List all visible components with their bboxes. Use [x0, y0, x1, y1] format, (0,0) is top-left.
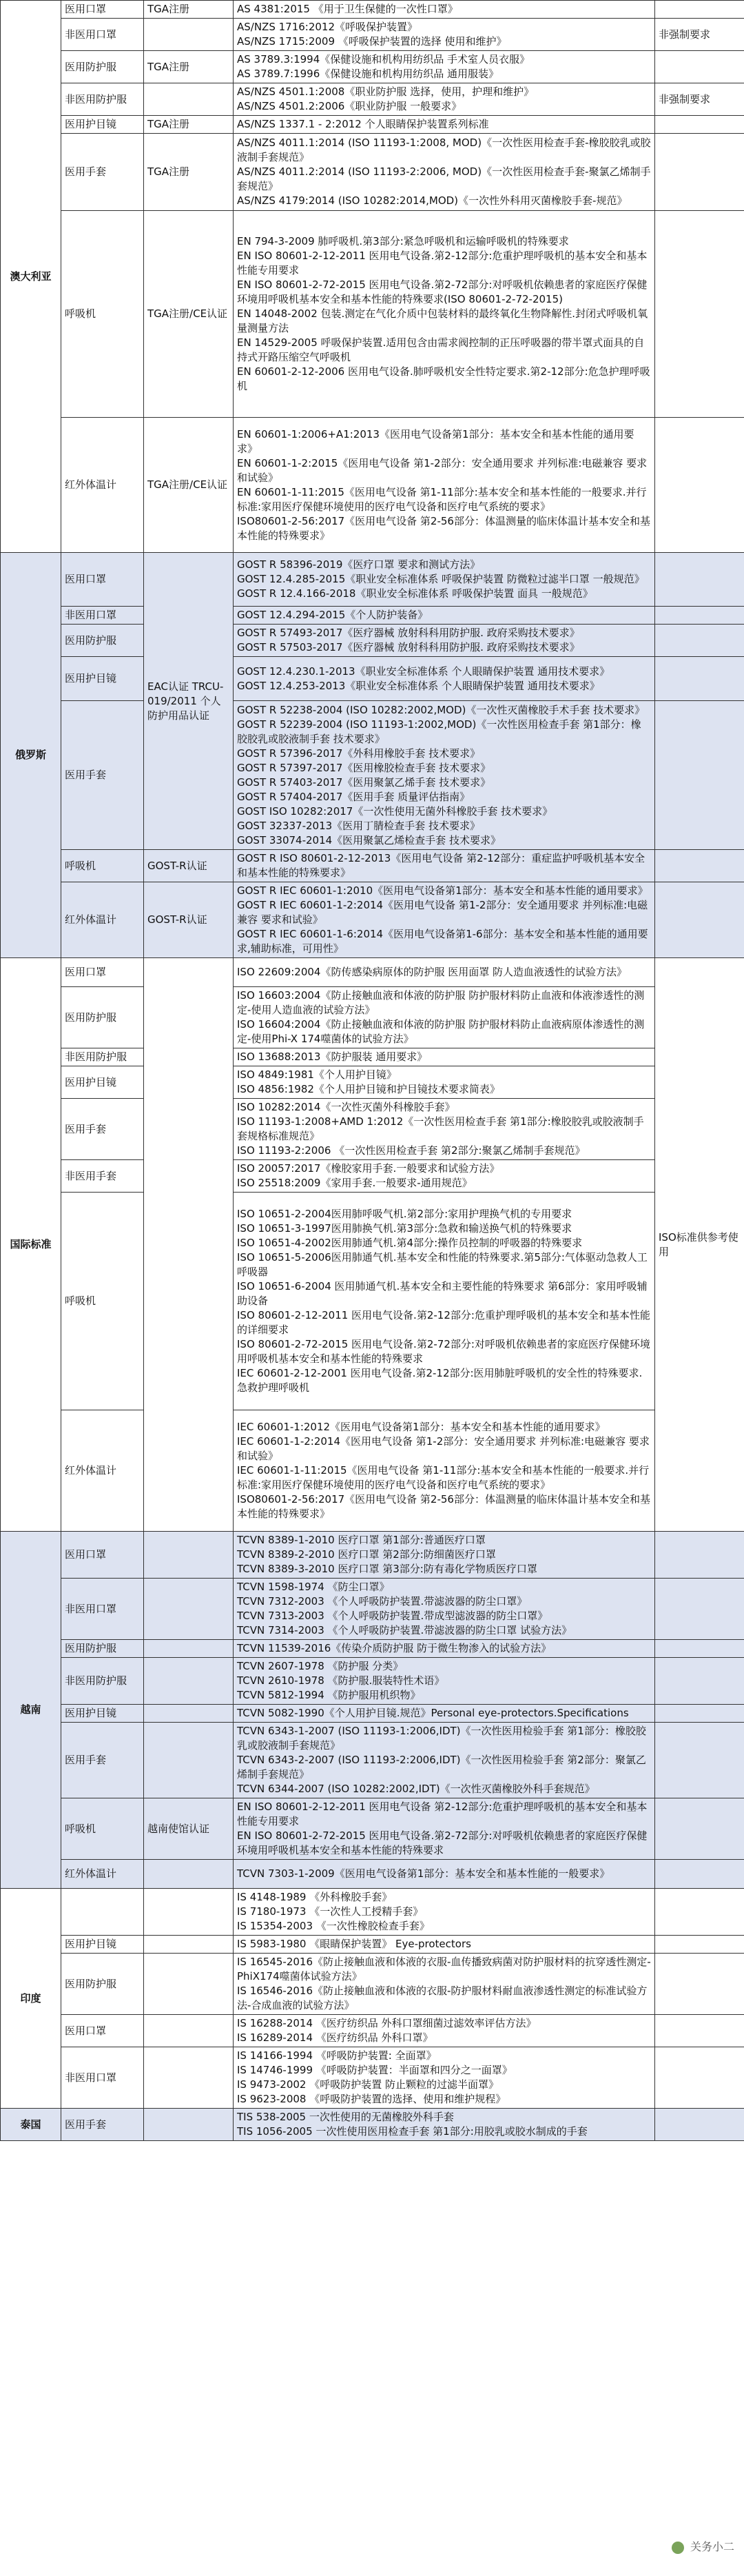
standards-cell: ISO 16603:2004《防止接触血液和体液的防护服 防护服材料防止血液和体液渗透性的测定-使用人造血液的试验方法》 ISO 16604:2004《防止接触血液和体液的防护服 防护服材料防止血液病原体渗透性的测定-使用Phi-X 174噬菌体的试验方法》 [234, 987, 655, 1048]
watermark-text: 关务小二 [690, 2540, 734, 2553]
table-row [1, 134, 744, 211]
table-row [1, 1532, 744, 1579]
note-cell [655, 553, 744, 607]
standards-cell: AS/NZS 4011.1:2014 (ISO 11193-1:2008, MOD)《一次性医用检查手套-橡胶胶乳或胶液制手套规范》 AS/NZS 4011.2:2014 (ISO 11193-2:2006, MOD)《一次性医用检查手套-聚氯乙烯制手套规范》 AS/NZS 4179:2014 (ISO 10282:2014,MOD)《一次性外科用灭菌橡胶手套-规范》 [234, 134, 655, 211]
certification-cell: TGA注册 [144, 116, 234, 134]
note-cell [655, 1723, 744, 1798]
standards-cell: ISO 20057:2017《橡胶家用手套.一般要求和试验方法》 ISO 25518:2009《家用手套.一般要求-通用规范》 [234, 1160, 655, 1193]
table-row [1, 1160, 744, 1193]
standards-cell: TCVN 5082-1990《个人用护目镜.规范》Personal eye-protectors.Specifications [234, 1705, 655, 1723]
product-cell: 医用手套 [61, 701, 144, 850]
product-cell: 医用护目镜 [61, 657, 144, 701]
certification-cell [144, 1658, 234, 1705]
certification-cell: EAC认证 TRCU-019/2011 个人防护用品认证 [144, 553, 234, 850]
standards-cell: ISO 10651-2-2004医用肺呼吸气机.第2部分:家用护理换气机的专用要求 ISO 10651-3-1997医用肺换气机.第3部分:急救和输送换气机的特殊要求 ISO 10651-4-2002医用肺通气机.第4部分:操作员控制的呼吸器的特殊要求 ISO 10651-5-2006医用肺通气机.基本安全和性能的特殊要求.第5部分:气体驱动急救人工呼吸器 ISO 10651-6-2004 医用肺通气机.基本安全和主要性能的特殊要求 第6部分：家用呼吸辅助设备 ISO 80601-2-12-2011 医用电气设备.第2-12部分:危重护理呼吸机的基本安全和基本性能的详细要求 ISO 80601-2-72-2015 医用电气设备.第2-72部分:对呼吸机依赖患者的家庭医疗保健环境用呼吸机基本安全和基本性能的特殊要求 IEC 60601-2-12-2001 医用电气设备.第2-12部分:医用肺脏呼吸机的安全性的特殊要求.急救护理呼吸机 [234, 1193, 655, 1410]
note-cell [655, 701, 744, 850]
product-cell: 医用口罩 [61, 1, 144, 19]
certification-cell [144, 1889, 234, 1936]
product-cell: 呼吸机 [61, 850, 144, 882]
product-cell: 非医用口罩 [61, 1579, 144, 1640]
certification-cell: TGA注册/CE认证 [144, 211, 234, 418]
product-cell: 医用口罩 [61, 553, 144, 607]
standards-cell: IS 16288-2014 《医疗纺织品 外科口罩细菌过滤效率评估方法》 IS 16289-2014 《医疗纺织品 外科口罩》 [234, 2015, 655, 2047]
note-cell: ISO标准供参考使用 [655, 958, 744, 1532]
product-cell: 医用口罩 [61, 958, 144, 987]
note-cell: 非强制要求 [655, 83, 744, 116]
product-cell: 医用手套 [61, 1099, 144, 1160]
note-cell [655, 51, 744, 83]
product-cell: 医用护目镜 [61, 1066, 144, 1099]
certification-cell [144, 1936, 234, 1954]
table-row [1, 1889, 744, 1936]
standards-cell: IS 14166-1994 《呼吸防护装置: 全面罩》 IS 14746-1999 《呼吸防护装置：半面罩和四分之一面罩》 IS 9473-2002 《呼吸防护装置 防止颗粒的过滤半面罩》 IS 9623-2008 《呼吸防护装置的选择、使用和维护规程》 [234, 2047, 655, 2109]
note-cell [655, 2047, 744, 2109]
table-row [1, 625, 744, 657]
standards-cell: IS 4148-1989 《外科橡胶手套》 IS 7180-1973 《一次性人工授精手套》 IS 15354-2003 《一次性橡胶检查手套》 [234, 1889, 655, 1936]
standards-cell: TCVN 1598-1974 《防尘口罩》 TCVN 7312-2003 《个人呼吸防护装置.带滤波器的防尘口罩》 TCVN 7313-2003 《个人呼吸防护装置.带成型滤波器的防尘口罩》 TCVN 7314-2003 《个人呼吸防护装置.带滤波器的防尘口罩 试验方法》 [234, 1579, 655, 1640]
product-cell: 非医用防护服 [61, 1048, 144, 1066]
note-cell [655, 625, 744, 657]
note-cell [655, 211, 744, 418]
standards-cell: IS 16545-2016《防止接触血液和体液的衣服-血传播致病菌对防护服材料的抗穿透性测定-PhiX174噬菌体试验方法》 IS 16546-2016《防止接触血液和体液的衣服-防护服材料耐血液渗透性测定的标准试验方法-合成血液的试验方法》 [234, 1954, 655, 2015]
standards-cell: ISO 10282:2014《一次性灭菌外科橡胶手套》 ISO 11193-1:2008+AMD 1:2012《一次性医用检查手套 第1部分:橡胶胶乳或胶液制手套规格标准规范》 ISO 11193-2:2006 《一次性医用检查手套 第2部分:聚氯乙烯制手套规范》 [234, 1099, 655, 1160]
certification-cell: TGA注册 [144, 1, 234, 19]
standards-cell: GOST R 58396-2019《医疗口罩 要求和测试方法》 GOST 12.4.285-2015《职业安全标准体系 呼吸保护装置 防微粒过滤半口罩 一般规范》 GOST R 12.4.166-2018《职业安全标准体系 呼吸保护装置 面具 一般规范》 [234, 553, 655, 607]
table-row [1, 116, 744, 134]
standards-cell: GOST R 57493-2017《医疗器械 放射科科用防护服. 政府采购技术要求》 GOST R 57503-2017《医疗器械 放射科科用防护服. 政府采购技术要求》 [234, 625, 655, 657]
product-cell [61, 1889, 144, 1936]
standards-cell: IS 5983-1980 《眼睛保护装置》 Eye-protectors [234, 1936, 655, 1954]
country-cell: 国际标准 [1, 958, 61, 1532]
table-row [1, 2047, 744, 2109]
standards-cell: TCVN 2607-1978 《防护服 分类》 TCVN 2610-1978 《防护服.服装特性术语》 TCVN 5812-1994 《防护服用机织物》 [234, 1658, 655, 1705]
certification-cell: GOST-R认证 [144, 850, 234, 882]
certification-cell: GOST-R认证 [144, 882, 234, 958]
product-cell: 医用手套 [61, 134, 144, 211]
table-row [1, 1579, 744, 1640]
product-cell: 非医用防护服 [61, 1658, 144, 1705]
table-row [1, 1099, 744, 1160]
standards-cell: AS 3789.3:1994《保健设施和机构用纺织品 手术室人员衣服》 AS 3789.7:1996《保健设施和机构用纺织品 通用服装》 [234, 51, 655, 83]
table-row [1, 19, 744, 51]
table-row [1, 1640, 744, 1658]
note-cell [655, 1, 744, 19]
certification-cell [144, 2047, 234, 2109]
table-row [1, 1066, 744, 1099]
table-row [1, 850, 744, 882]
country-cell: 泰国 [1, 2109, 61, 2141]
standards-cell: TCVN 8389-1-2010 医疗口罩 第1部分:普通医疗口罩 TCVN 8389-2-2010 医疗口罩 第2部分:防细菌医疗口罩 TCVN 8389-3-2010 医疗口罩 第3部分:防有毒化学物质医疗口罩 [234, 1532, 655, 1579]
table-row [1, 882, 744, 958]
standards-cell: EN 794-3-2009 肺呼吸机.第3部分:紧急呼吸机和运输呼吸机的特殊要求 EN ISO 80601-2-12-2011 医用电气设备.第2-12部分:危重护理呼吸机的基本安全和基本性能专用要求 EN ISO 80601-2-72-2015 医用电气设备.第2-72部分:对呼吸机依赖患者的家庭医疗保健环境用呼吸机基本安全和基本性能的特殊要求(ISO 80601-2-72-2015) EN 14048-2002 包装.测定在气化介质中包装材料的最终氧化生物降解性.封闭式呼吸机氧量测量方法 EN 14529-2005 呼吸保护装置.适用包含由需求阀控制的正压呼吸器的带半罩式面具的自持式开路压缩空气呼吸机 EN 60601-2-12-2006 医用电气设备.肺呼吸机安全性特定要求.第2-12部分:危急护理呼吸机 [234, 211, 655, 418]
table-row [1, 51, 744, 83]
note-cell: 非强制要求 [655, 19, 744, 51]
table-row [1, 1798, 744, 1860]
certification-cell [144, 1640, 234, 1658]
standards-cell: GOST R IEC 60601-1:2010《医用电气设备第1部分：基本安全和基本性能的通用要求》 GOST R IEC 60601-1-2:2014《医用电气设备 第1-2部分：安全通用要求 并列标准:电磁兼容 要求和试验》 GOST R IEC 60601-1-6:2014《医用电气设备第1-6部分：基本安全和基本性能的通用要求,辅助标准，可用性》 [234, 882, 655, 958]
table-row [1, 211, 744, 418]
standards-cell: IEC 60601-1:2012《医用电气设备第1部分：基本安全和基本性能的通用要求》 IEC 60601-1-2:2014《医用电气设备 第1-2部分：安全通用要求 并列标准:电磁兼容 要求和试验》 IEC 60601-1-11:2015《医用电气设备 第1-11部分:基本安全和基本性能的一般要求.并行标准:家用医疗保健环境使用的医疗电气设备和医疗电气系统的要求》 ISO80601-2-56:2017《医用电气设备 第2-56部分：体温测量的临床体温计基本安全和基本性能的特殊要求》 [234, 1410, 655, 1532]
note-cell [655, 850, 744, 882]
product-cell: 非医用口罩 [61, 2047, 144, 2109]
table-row [1, 83, 744, 116]
product-cell: 非医用防护服 [61, 83, 144, 116]
certification-cell [144, 2109, 234, 2141]
certification-cell: TGA注册 [144, 51, 234, 83]
note-cell [655, 1936, 744, 1954]
product-cell: 呼吸机 [61, 1193, 144, 1410]
certification-cell [144, 958, 234, 1532]
certification-cell: 越南使馆认证 [144, 1798, 234, 1860]
note-cell [655, 1579, 744, 1640]
table-row [1, 1860, 744, 1889]
note-cell [655, 134, 744, 211]
note-cell [655, 2109, 744, 2141]
standards-cell: GOST 12.4.230.1-2013《职业安全标准体系 个人眼睛保护装置 通用技术要求》 GOST 12.4.253-2013《职业安全标准体系 个人眼睛保护装置 通用技术要求》 [234, 657, 655, 701]
certification-cell [144, 1954, 234, 2015]
product-cell: 医用防护服 [61, 987, 144, 1048]
product-cell: 非医用口罩 [61, 607, 144, 625]
standards-cell: AS/NZS 4501.1:2008《职业防护服 选择，使用，护理和维护》 AS/NZS 4501.2:2006《职业防护服 一般要求》 [234, 83, 655, 116]
product-cell: 医用手套 [61, 1723, 144, 1798]
product-cell: 红外体温计 [61, 882, 144, 958]
product-cell: 红外体温计 [61, 1410, 144, 1532]
note-cell [655, 607, 744, 625]
product-cell: 非医用口罩 [61, 19, 144, 51]
standards-cell: AS/NZS 1716:2012《呼吸保护装置》 AS/NZS 1715:2009 《呼吸保护装置的选择 使用和维护》 [234, 19, 655, 51]
table-row [1, 2109, 744, 2141]
certification-cell [144, 1532, 234, 1579]
table-row [1, 607, 744, 625]
table-row [1, 1705, 744, 1723]
table-row [1, 2015, 744, 2047]
product-cell: 呼吸机 [61, 211, 144, 418]
standards-cell: ISO 4849:1981《个人用护目镜》 ISO 4856:1982《个人用护目镜和护目镜技术要求简表》 [234, 1066, 655, 1099]
note-cell [655, 1798, 744, 1860]
standards-cell: GOST R 52238-2004 (ISO 10282:2002,MOD)《一次性灭菌橡胶手术手套 技术要求》 GOST R 52239-2004 (ISO 11193-1:2002,MOD)《一次性医用检查手套 第1部分：橡胶胶乳或胶液制手套 技术要求》 GOST R 57396-2017《外科用橡胶手套 技术要求》 GOST R 57397-2017《医用橡胶检查手套 技术要求》 GOST R 57403-2017《医用聚氯乙烯手套 技术要求》 GOST R 57404-2017《医用手套 质量评估指南》 GOST ISO 10282:2017《一次性使用无菌外科橡胶手套 技术要求》 GOST 32337-2013《医用丁腈检查手套 技术要求》 GOST 33074-2014《医用聚氯乙烯检查手套 技术要求》 [234, 701, 655, 850]
product-cell: 医用防护服 [61, 625, 144, 657]
product-cell: 非医用手套 [61, 1160, 144, 1193]
certification-cell [144, 1705, 234, 1723]
note-cell [655, 1889, 744, 1936]
product-cell: 红外体温计 [61, 1860, 144, 1889]
standards-cell: AS 4381:2015 《用于卫生保健的一次性口罩》 [234, 1, 655, 19]
note-cell [655, 116, 744, 134]
watermark [668, 2537, 738, 2555]
note-cell [655, 418, 744, 553]
note-cell [655, 1954, 744, 2015]
table-row [1, 958, 744, 987]
standards-cell: GOST 12.4.294-2015《个人防护装备》 [234, 607, 655, 625]
table-row [1, 553, 744, 607]
note-cell [655, 1532, 744, 1579]
standards-cell: EN ISO 80601-2-12-2011 医用电气设备 第2-12部分:危重护理呼吸机的基本安全和基本性能专用要求 EN ISO 80601-2-72-2015 医用电气设备.第2-72部分:对呼吸机依赖患者的家庭医疗保健环境用呼吸机基本安全和基本性能的特殊要求 [234, 1798, 655, 1860]
country-cell: 俄罗斯 [1, 553, 61, 958]
table-row [1, 1048, 744, 1066]
product-cell: 医用防护服 [61, 1640, 144, 1658]
certification-cell [144, 1723, 234, 1798]
standards-cell: TIS 538-2005 一次性使用的无菌橡胶外科手套 TIS 1056-2005 一次性使用医用检查手套 第1部分:用胶乳或胶水制成的手套 [234, 2109, 655, 2141]
table-row [1, 1723, 744, 1798]
table-row [1, 1, 744, 19]
table-row [1, 1410, 744, 1532]
product-cell: 医用口罩 [61, 1532, 144, 1579]
country-cell: 澳大利亚 [1, 1, 61, 553]
table-body [1, 1, 744, 2141]
country-cell: 印度 [1, 1889, 61, 2109]
product-cell: 医用护目镜 [61, 116, 144, 134]
table-row [1, 1954, 744, 2015]
product-cell: 医用防护服 [61, 1954, 144, 2015]
table-row [1, 987, 744, 1048]
product-cell: 医用防护服 [61, 51, 144, 83]
note-cell [655, 1860, 744, 1889]
certification-cell [144, 2015, 234, 2047]
standards-cell: TCVN 11539-2016《传染介质防护服 防于微生物渗入的试验方法》 [234, 1640, 655, 1658]
product-cell: 医用护目镜 [61, 1936, 144, 1954]
product-cell: 红外体温计 [61, 418, 144, 553]
note-cell [655, 2015, 744, 2047]
certification-cell [144, 1860, 234, 1889]
certification-cell: TGA注册 [144, 134, 234, 211]
standards-cell: GOST R ISO 80601-2-12-2013《医用电气设备 第2-12部分：重症监护呼吸机基本安全和基本性能的特殊要求》 [234, 850, 655, 882]
standards-cell: AS/NZS 1337.1 - 2:2012 个人眼睛保护装置系列标准 [234, 116, 655, 134]
wechat-logo-icon [672, 2542, 684, 2554]
note-cell [655, 1640, 744, 1658]
standards-cell: EN 60601-1:2006+A1:2013《医用电气设备第1部分：基本安全和基本性能的通用要求》 EN 60601-1-2:2015《医用电气设备 第1-2部分：安全通用要求 并列标准:电磁兼容 要求和试验》 EN 60601-1-11:2015《医用电气设备 第1-11部分:基本安全和基本性能的一般要求.并行标准:家用医疗保健环境使用的医疗电气设备和医疗电气系统的要求》 ISO80601-2-56:2017《医用电气设备 第2-56部分：体温测量的临床体温计基本安全和基本性能的特殊要求》 [234, 418, 655, 553]
table-row [1, 1658, 744, 1705]
table-row [1, 418, 744, 553]
table-row [1, 1193, 744, 1410]
note-cell [655, 657, 744, 701]
standards-cell: TCVN 6343-1-2007 (ISO 11193-1:2006,IDT)《一次性医用检验手套 第1部分：橡胶胶乳或胶液制手套规范》 TCVN 6343-2-2007 (ISO 11193-2:2006,IDT)《一次性医用检验手套 第2部分：聚氯乙烯制手套规范》 TCVN 6344-2007 (ISO 10282:2002,IDT)《一次性灭菌橡胶外科手套规范》 [234, 1723, 655, 1798]
certification-cell [144, 19, 234, 51]
standards-cell: TCVN 7303-1-2009《医用电气设备第1部分：基本安全和基本性能的一般要求》 [234, 1860, 655, 1889]
product-cell: 医用口罩 [61, 2015, 144, 2047]
certification-cell: TGA注册/CE认证 [144, 418, 234, 553]
product-cell: 医用护目镜 [61, 1705, 144, 1723]
note-cell [655, 1705, 744, 1723]
standards-cell: ISO 22609:2004《防传感染病原体的防护服 医用面罩 防人造血液透性的试验方法》 [234, 958, 655, 987]
certification-cell [144, 83, 234, 116]
table-row [1, 657, 744, 701]
table-row [1, 701, 744, 850]
product-cell: 呼吸机 [61, 1798, 144, 1860]
note-cell [655, 1658, 744, 1705]
table-row [1, 1936, 744, 1954]
certification-cell [144, 1579, 234, 1640]
country-cell: 越南 [1, 1532, 61, 1889]
note-cell [655, 882, 744, 958]
standards-cell: ISO 13688:2013《防护服装 通用要求》 [234, 1048, 655, 1066]
product-cell: 医用手套 [61, 2109, 144, 2141]
